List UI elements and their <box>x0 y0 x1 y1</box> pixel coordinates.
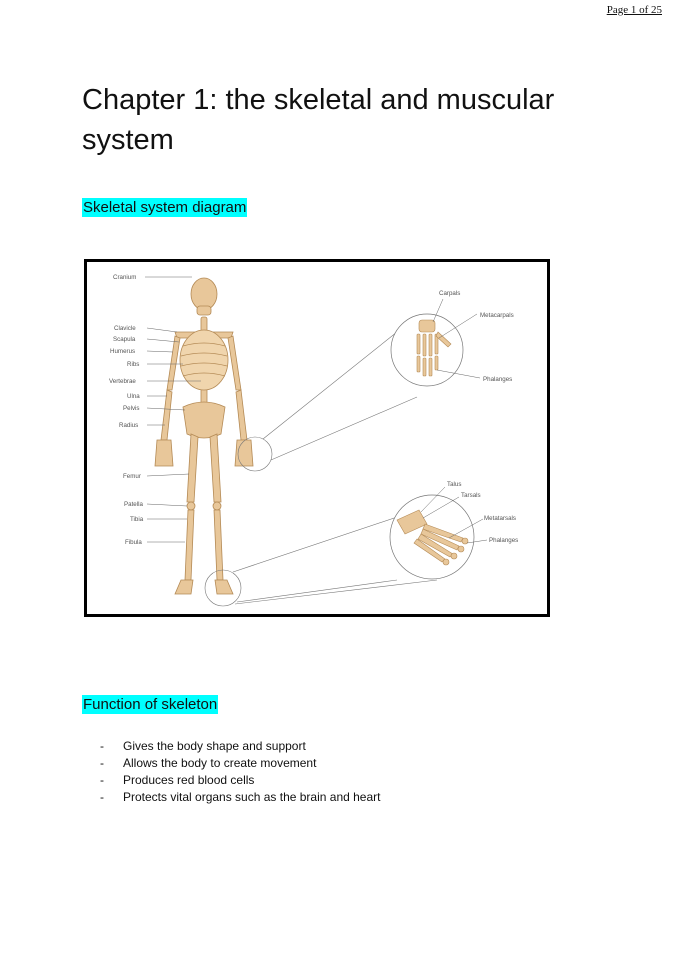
list-item <box>100 755 380 772</box>
label-tibia: Tibia <box>130 516 144 523</box>
page-title: Chapter 1: the skeletal and muscular system <box>82 84 555 156</box>
list-item-text: Allows the body to create movement <box>123 756 317 770</box>
label-talus: Talus <box>447 481 462 488</box>
label-tarsals: Tarsals <box>461 492 481 499</box>
foot-connector-bottom <box>235 580 437 604</box>
list-item <box>100 738 380 755</box>
list-item <box>100 772 380 789</box>
label-metacarpals: Metacarpals <box>480 312 514 319</box>
foot-zoom <box>205 481 518 606</box>
label-carpals: Carpals <box>439 290 461 297</box>
label-ribs: Ribs <box>127 361 140 368</box>
section-heading-skeletal-diagram: Skeletal system diagram <box>83 199 247 216</box>
label-radius: Radius <box>119 422 139 429</box>
foot-connector-base <box>237 580 397 602</box>
label-humerus: Humerus <box>110 348 136 355</box>
label-scapula: Scapula <box>113 336 136 343</box>
hand-connector-top <box>263 332 397 439</box>
bullet-marker: - <box>100 790 104 804</box>
list-item-text: Protects vital organs such as the brain and heart <box>123 790 381 804</box>
section-heading-function: Function of skeleton <box>83 696 218 713</box>
bullet-marker: - <box>100 773 104 787</box>
label-ulna: Ulna <box>127 393 140 400</box>
function-list <box>100 738 380 806</box>
label-fibula: Fibula <box>125 539 142 546</box>
label-phalanges-hand: Phalanges <box>483 376 513 383</box>
skeleton-diagram <box>84 259 550 617</box>
label-cranium: Cranium <box>113 274 137 281</box>
label-metatarsals: Metatarsals <box>484 515 516 522</box>
label-pelvis: Pelvis <box>123 405 140 412</box>
bullet-marker: - <box>100 739 104 753</box>
label-femur: Femur <box>123 473 141 480</box>
skeleton-figure <box>87 262 547 614</box>
label-patella: Patella <box>124 501 143 508</box>
list-item-text: Gives the body shape and support <box>123 739 306 753</box>
body-labels <box>109 274 144 546</box>
list-item-text: Produces red blood cells <box>123 773 255 787</box>
label-vertebrae: Vertebrae <box>109 378 136 385</box>
list-item <box>100 789 380 806</box>
label-phalanges-foot: Phalanges <box>489 537 519 544</box>
hand-zoom <box>238 290 514 471</box>
hand-connector-bottom <box>271 397 417 460</box>
bullet-marker: - <box>100 756 104 770</box>
skeleton-bones <box>155 278 253 594</box>
page-number: Page 1 of 25 <box>606 4 662 16</box>
label-clavicle: Clavicle <box>114 325 136 332</box>
